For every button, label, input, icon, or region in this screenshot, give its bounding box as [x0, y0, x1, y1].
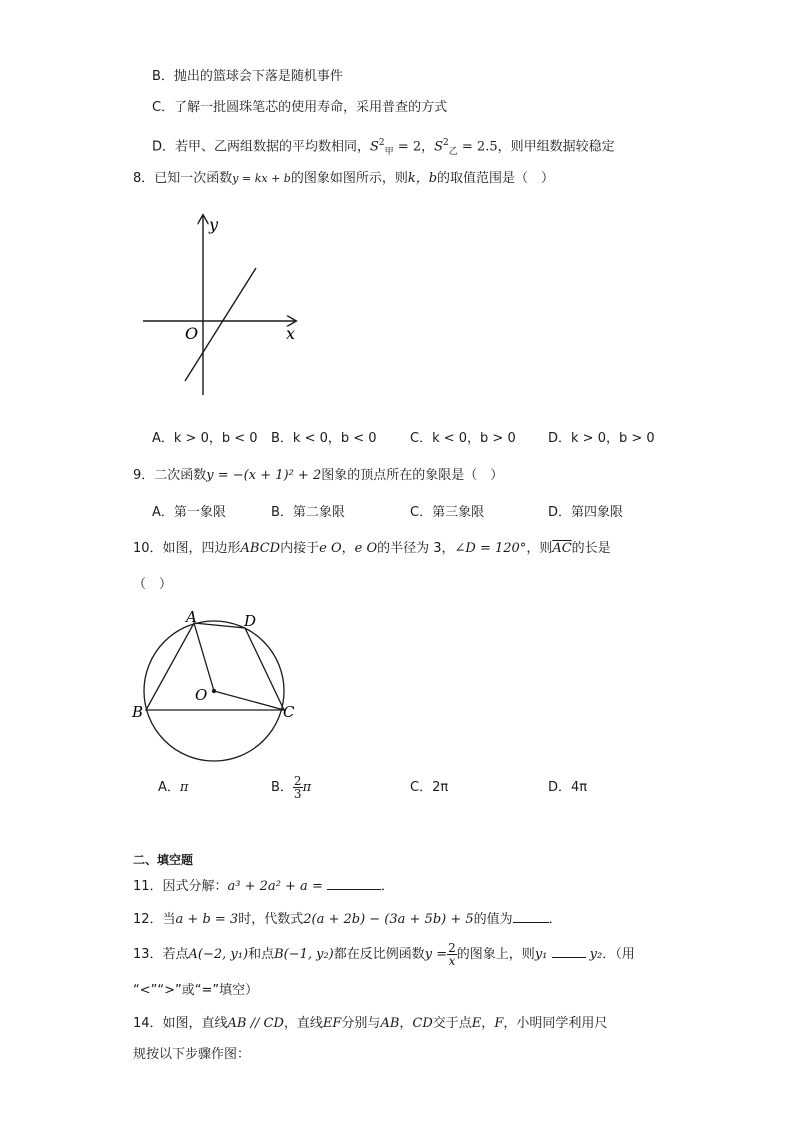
- q9-option-c: C．第三象限: [410, 505, 485, 520]
- radius-oa: [194, 623, 214, 691]
- q9-option-d: D．第四象限: [548, 505, 624, 520]
- q8-linear-graph: [135, 210, 305, 400]
- q13-answer-blank[interactable]: [552, 945, 586, 958]
- q14-continuation: 规按以下步骤作图：: [133, 1047, 251, 1062]
- section-title: 二、填空题: [133, 853, 194, 867]
- label-d: D: [244, 612, 257, 630]
- q11-stem: 11．因式分解：a³ + 2a² + a = ．: [133, 879, 394, 894]
- q12-answer-blank[interactable]: [513, 910, 549, 923]
- q9-option-a: A．第一象限: [152, 505, 226, 520]
- label-b: B: [132, 703, 144, 721]
- label-a: A: [186, 608, 197, 626]
- q8-stem: 8．已知一次函数y = kx + b的图象如图所示，则k，b的取值范围是（ ）: [133, 171, 555, 186]
- q8-option-d: D．k > 0，b > 0: [548, 431, 655, 446]
- quadrilateral-abcd: [146, 623, 284, 710]
- label-c: C: [283, 703, 295, 721]
- q10-option-d: D．4π: [548, 780, 588, 795]
- q7-option-b: B．抛出的篮球会下落是随机事件: [152, 69, 343, 84]
- q13-instruction: “<”“>”或“=”填空）: [133, 983, 259, 998]
- q12-stem: 12．当a + b = 3时，代数式2(a + 2b) − (3a + 5b) + 5的值为 ．: [133, 912, 562, 927]
- q10-option-b: B． $\frac{2}{3}$ π: [271, 774, 312, 801]
- q9-option-b: B．第二象限: [271, 505, 345, 520]
- q10-circle-figure: [130, 605, 310, 775]
- q8-option-c: C．k < 0，b > 0: [410, 431, 516, 446]
- q10-option-c: C．2π: [410, 780, 449, 795]
- origin-label: O: [185, 324, 199, 343]
- y-axis-label: y: [209, 215, 219, 234]
- q14-stem: 14．如图，直线AB // CD，直线EF分别与AB，CD交于点E，F，小明同学利用尺: [133, 1016, 608, 1031]
- q8-option-a: A．k > 0，b < 0: [152, 431, 258, 446]
- q8-option-b: B．k < 0，b < 0: [271, 431, 377, 446]
- q10-stem: 10．如图，四边形ABCD内接于e O，e O的半径为 3，∠D = 120°，则$\overline{AC}$的长是: [133, 541, 611, 556]
- q10-option-a: A．π: [158, 780, 189, 795]
- q11-answer-blank[interactable]: [327, 877, 381, 890]
- x-axis-label: x: [286, 324, 296, 343]
- q7-option-d: D．若甲、乙两组数据的平均数相同，$S^2_甲 = 2$，$S^2_乙 = 2.5$，则甲组数据较稳定: [152, 138, 615, 157]
- label-o: O: [195, 686, 208, 704]
- center-point: [212, 689, 216, 693]
- radius-oc: [214, 691, 284, 710]
- q7-option-c: C．了解一批圆珠笔芯的使用寿命，采用普查的方式: [152, 100, 448, 115]
- q10-paren: （ ）: [133, 577, 173, 592]
- q13-stem: 13．若点A(−2, y₁)和点B(−1, y₂)都在反比例函数y = $\frac{2}{x}$ 的图象上，则y₁ y₂．（用: [133, 941, 635, 968]
- q9-stem: 9．二次函数y = −(x + 1)² + 2图象的顶点所在的象限是（ ）: [133, 468, 504, 483]
